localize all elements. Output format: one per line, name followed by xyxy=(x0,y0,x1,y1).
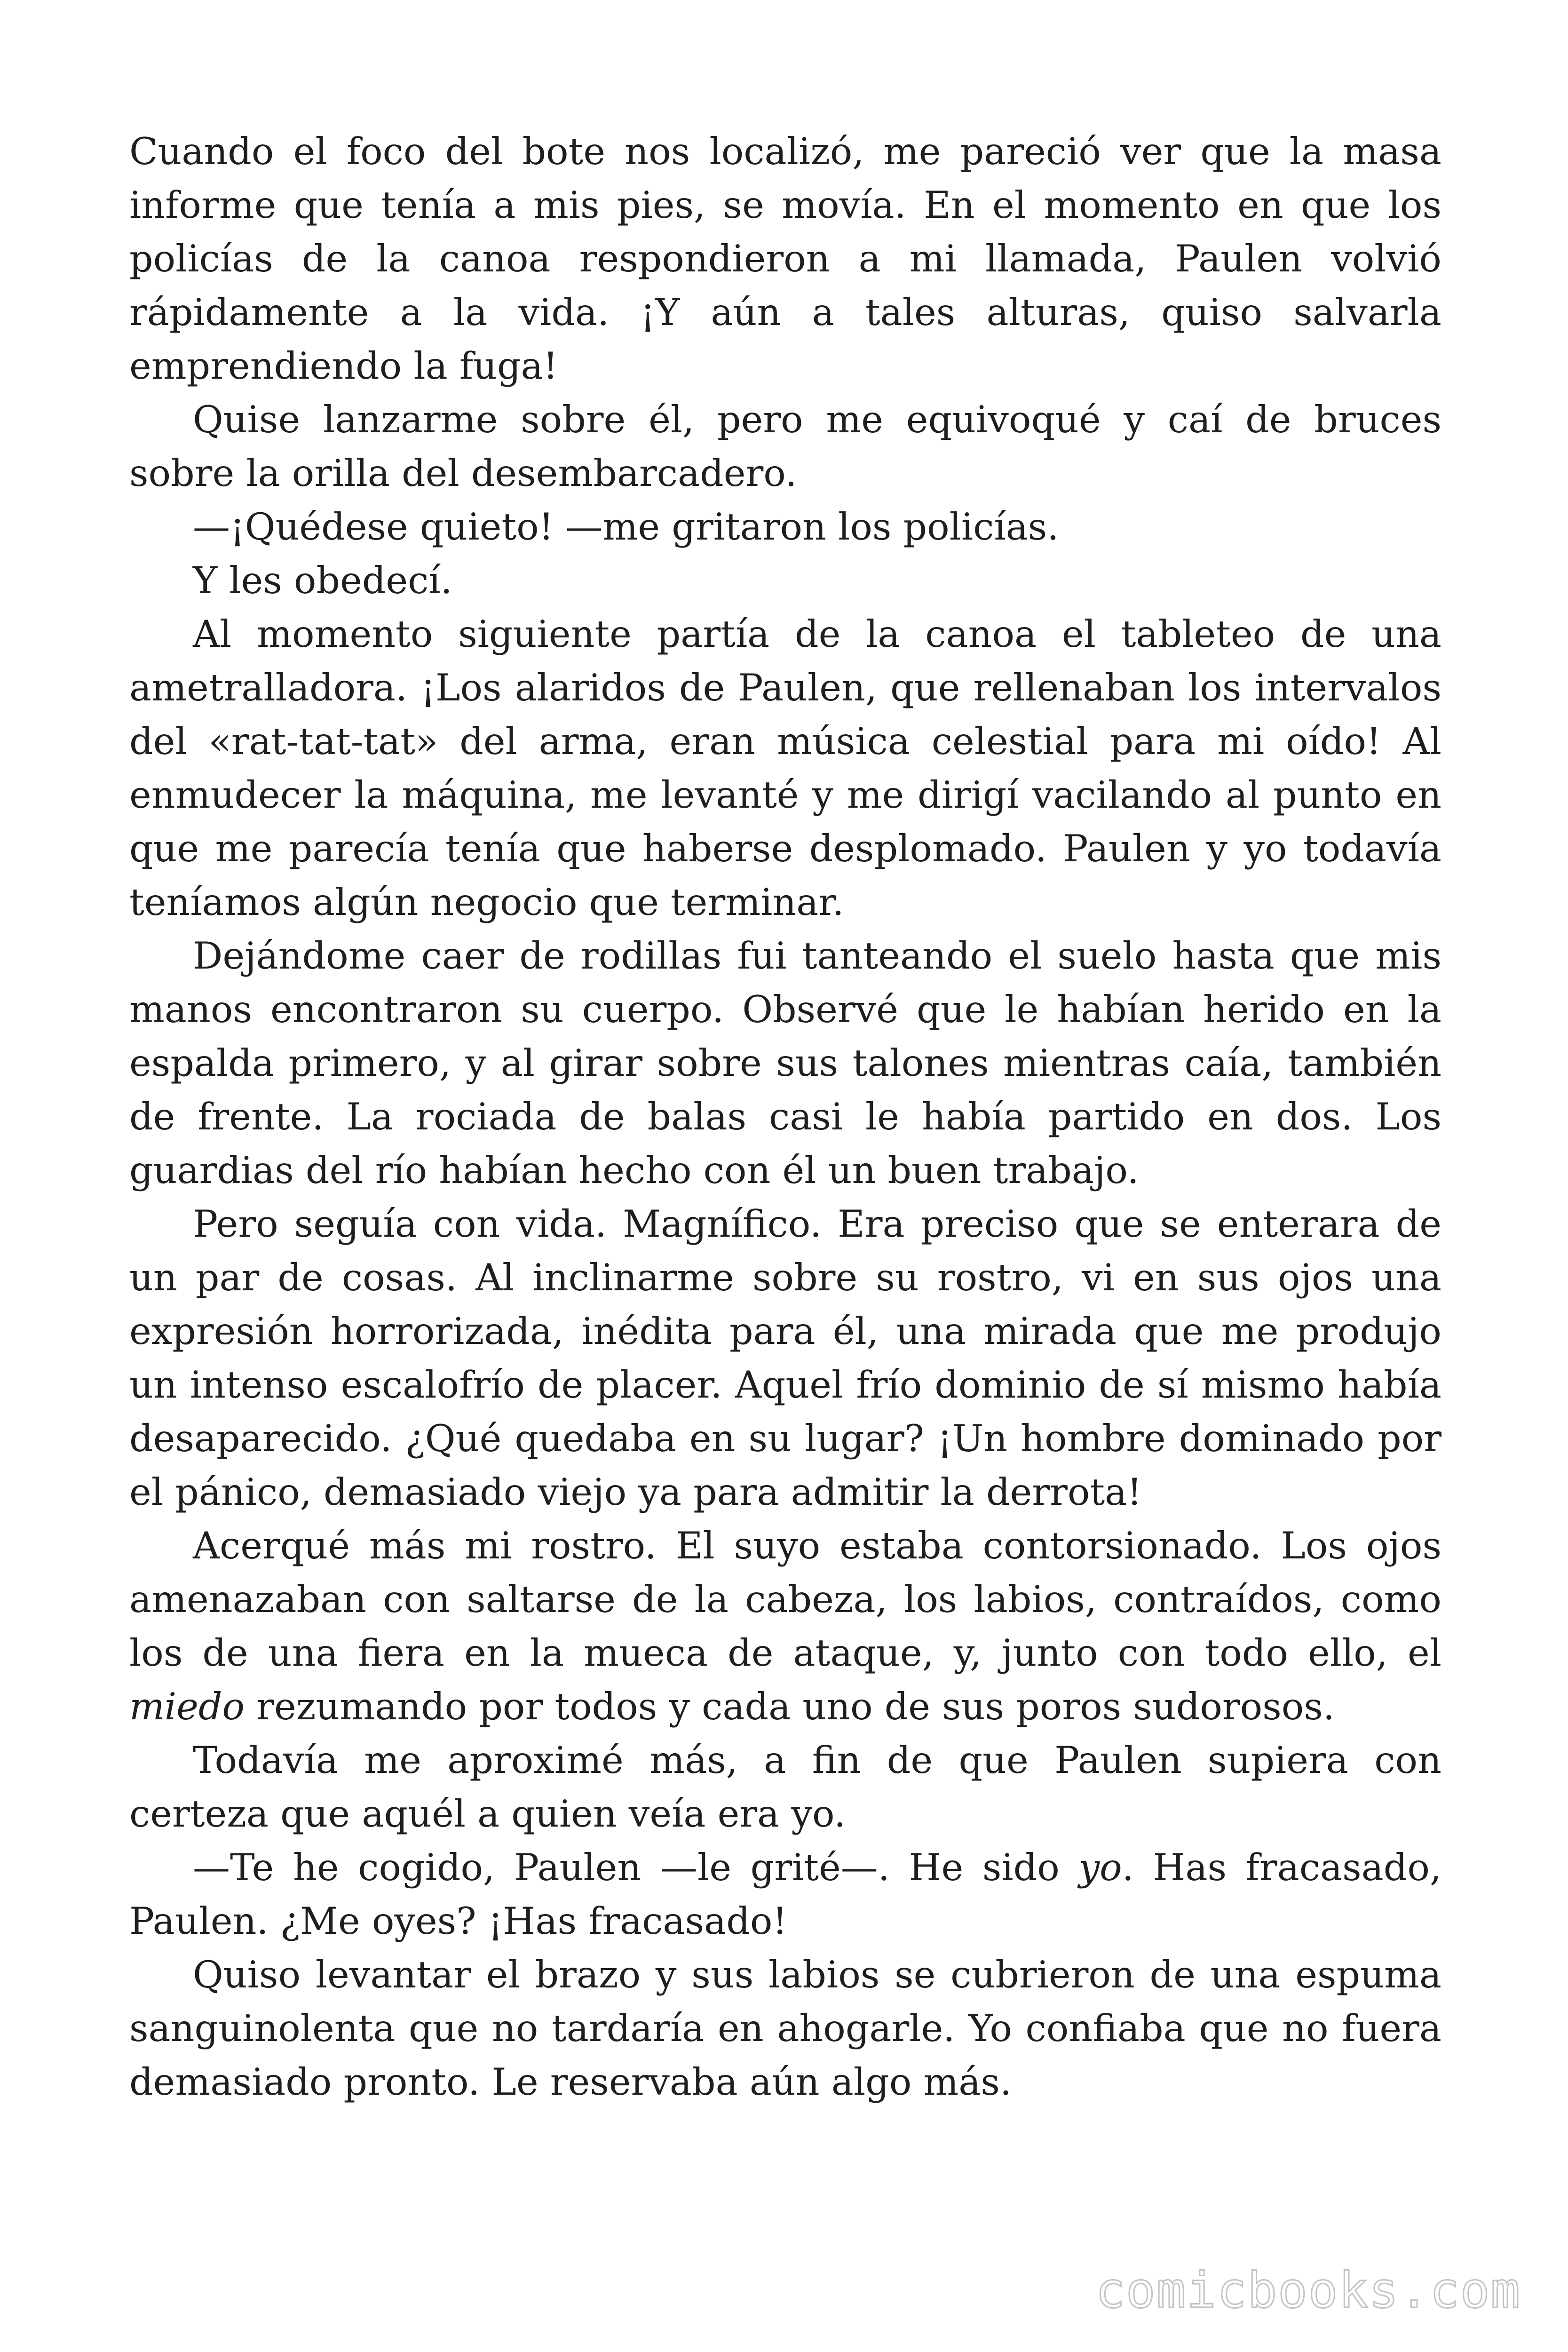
paragraph xyxy=(129,1733,1441,1841)
paragraph-text: Pero seguía con vida. Magnífico. Era preciso que se enterara de un par de cosas. Al inclinarme sobre su rostro, vi en sus ojos una expresión horrorizada, inédita para él, una mirada que me produjo un intenso escalofrío de placer. Aquel frío dominio de sí mismo había desaparecido. ¿Qué quedaba en su lugar? ¡Un hombre dominado por el pánico, demasiado viejo ya para admitir la derrota! xyxy=(129,1202,1441,1514)
paragraph xyxy=(129,1197,1441,1519)
paragraph-italic-text: miedo xyxy=(129,1685,245,1728)
paragraph xyxy=(129,1841,1441,1948)
paragraph-text: Dejándome caer de rodillas fui tanteando el suelo hasta que mis manos encontraron su cuerpo. Observé que le habían herido en la espalda primero, y al girar sobre sus talones mientras caía, también de frente. La rociada de balas casi le había partido en dos. Los guardias del río habían hecho con él un buen trabajo. xyxy=(129,934,1441,1192)
paragraph-text: Todavía me aproximé más, a fin de que Paulen supiera con certeza que aquél a quien veía era yo. xyxy=(129,1739,1441,1836)
paragraph-text: Y les obedecí. xyxy=(193,559,452,602)
paragraph-text: Al momento siguiente partía de la canoa el tableteo de una ametralladora. ¡Los alaridos de Paulen, que rellenaban los intervalos del «rat-tat-tat» del arma, eran música celestial para mi oído! Al enmudecer la máquina, me levanté y me dirigí vacilando al punto en que me parecía tenía que haberse desplomado. Paulen y yo todavía teníamos algún negocio que terminar. xyxy=(129,612,1441,924)
paragraph-text: —¡Quédese quieto! —me gritaron los policías. xyxy=(193,505,1059,548)
paragraph xyxy=(129,607,1441,929)
paragraph-text: Quise lanzarme sobre él, pero me equivoqué y caí de bruces sobre la orilla del desembarcadero. xyxy=(129,398,1441,495)
paragraph-text: rezumando por todos y cada uno de sus poros sudorosos. xyxy=(245,1685,1335,1728)
paragraph xyxy=(129,500,1441,554)
paragraph-text: . Has fracasado, Paulen. ¿Me oyes? ¡Has fracasado! xyxy=(129,1846,1442,1943)
paragraph xyxy=(129,125,1441,393)
paragraph xyxy=(129,1519,1441,1733)
paragraph xyxy=(129,393,1441,500)
paragraph-text: Acerqué más mi rostro. El suyo estaba contorsionado. Los ojos amenazaban con saltarse de la cabeza, los labios, contraídos, como los de una fiera en la mueca de ataque, y, junto con todo ello, el xyxy=(129,1524,1441,1675)
paragraph xyxy=(129,554,1441,607)
page-body xyxy=(129,125,1441,2109)
paragraph xyxy=(129,1948,1441,2109)
paragraph xyxy=(129,929,1441,1197)
paragraph-text: —Te he cogido, Paulen —le grité—. He sido xyxy=(193,1846,1079,1889)
watermark: comicbooks.com xyxy=(1095,2262,1521,2319)
paragraph-text: Quiso levantar el brazo y sus labios se cubrieron de una espuma sanguinolenta que no tardaría en ahogarle. Yo confiaba que no fuera demasiado pronto. Le reservaba aún algo más. xyxy=(129,1953,1441,2104)
paragraph-text: Cuando el foco del bote nos localizó, me pareció ver que la masa informe que tenía a mis pies, se movía. En el momento en que los policías de la canoa respondieron a mi llamada, Paulen volvió rápidamente a la vida. ¡Y aún a tales alturas, quiso salvarla emprendiendo la fuga! xyxy=(129,130,1441,388)
paragraph-italic-text: yo xyxy=(1078,1846,1122,1889)
